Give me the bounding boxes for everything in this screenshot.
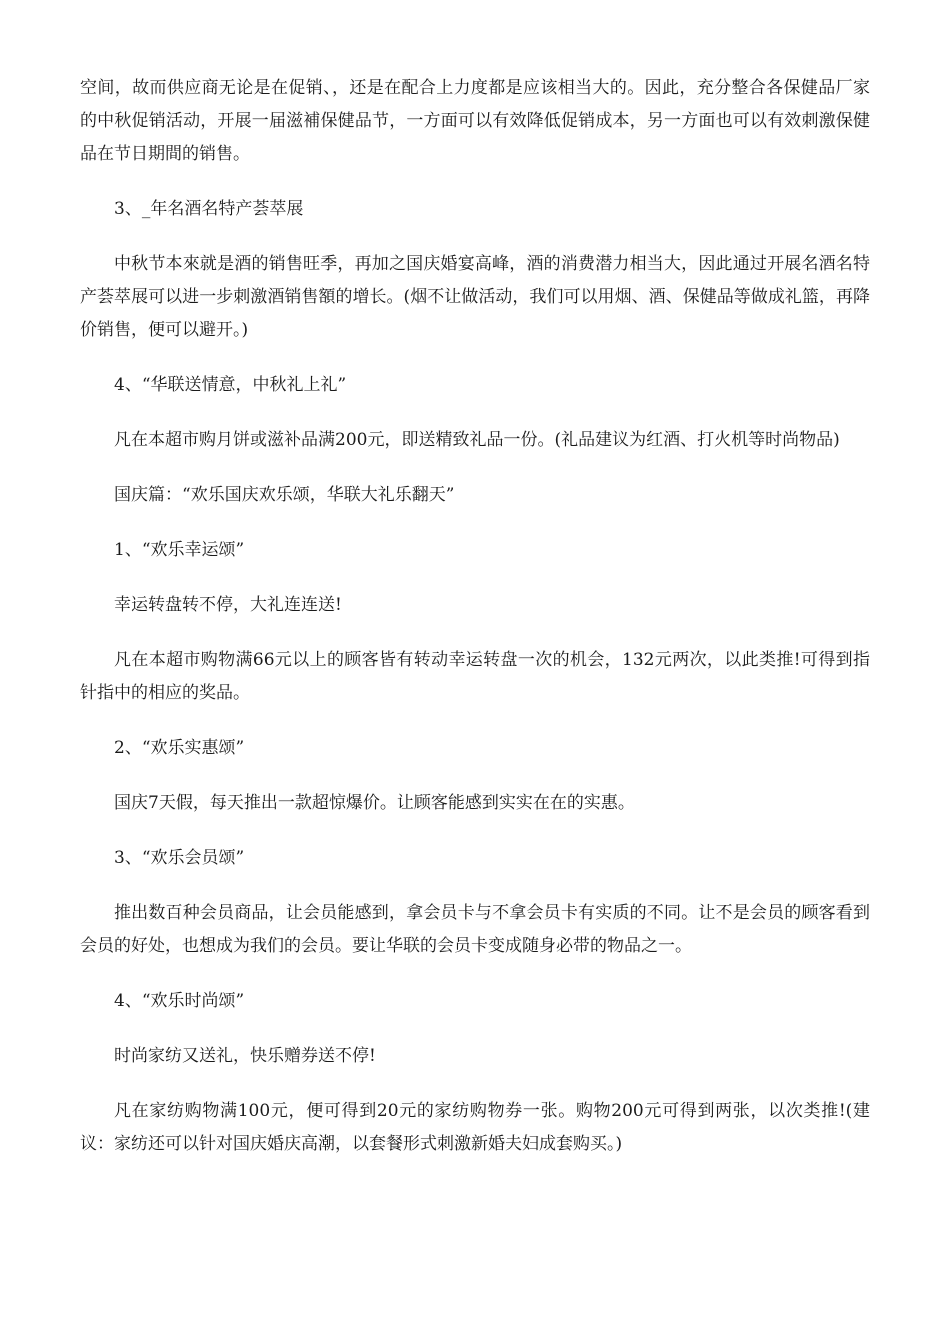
paragraph-member-program: 推出数百种会员商品，让会员能感到，拿会员卡与不拿会员卡有实质的不同。让不是会员的顾客看到会员的好处，也想成为我们的会员。要让华联的会员卡变成随身必带的物品之一。 xyxy=(80,903,870,956)
heading-fashion-textiles: 4、“欢乐时尚颂” xyxy=(114,991,245,1011)
heading-national-day-section: 国庆篇：“欢乐国庆欢乐颂，华联大礼乐翻天” xyxy=(114,485,455,505)
heading-daily-deals: 2、“欢乐实惠颂” xyxy=(114,738,245,758)
paragraph-mooncake-gift: 凡在本超市购月饼或滋补品满200元，即送精致礼品一份。(礼品建议为红酒、打火机等时尚物品) xyxy=(114,430,840,450)
heading-wine-specialty-expo: 3、_年名酒名特产荟萃展 xyxy=(114,199,304,219)
paragraph-wine-sales: 中秋节本來就是酒的销售旺季，再加之国庆婚宴高峰，酒的消费潜力相当大，因此通过开展名酒名特产荟萃展可以进一步刺激酒销售額的增长。(烟不让做活动，我们可以用烟、酒、保健品等做成礼篮，再降价销售，便可以避开。) xyxy=(80,254,870,340)
paragraph-textile-coupon: 凡在家纺购物满100元，便可得到20元的家纺购物券一张。购物200元可得到两张，以次类推!(建议：家纺还可以针对国庆婚庆高潮，以套餐形式刺激新婚夫妇成套购买。) xyxy=(80,1101,870,1154)
paragraph-fashion-slogan: 时尚家纺又送礼，快乐赠券送不停! xyxy=(114,1046,376,1066)
heading-lucky-wheel: 1、“欢乐幸运颂” xyxy=(114,540,245,560)
heading-mid-autumn-gift: 4、“华联送情意，中秋礼上礼” xyxy=(114,375,347,395)
paragraph-lucky-wheel-rules: 凡在本超市购物满66元以上的顾客皆有转动幸运转盘一次的机会，132元两次，以此类推!可得到指针指中的相应的奖品。 xyxy=(80,650,870,703)
heading-member-program: 3、“欢乐会员颂” xyxy=(114,848,245,868)
paragraph-daily-deals: 国庆7天假，每天推出一款超惊爆价。让顾客能感到实实在在的实惠。 xyxy=(114,793,635,813)
paragraph-supplier-promotion: 空间，故而供应商无论是在促销、，还是在配合上力度都是应该相当大的。因此，充分整合各保健品厂家的中秋促销活动，开展一届滋補保健品节，一方面可以有效降低促销成本，另一方面也可以有效刺激保健品在节日期間的销售。 xyxy=(80,78,870,164)
paragraph-lucky-wheel-slogan: 幸运转盘转不停，大礼连连送! xyxy=(114,595,342,615)
document-page xyxy=(80,72,870,1183)
